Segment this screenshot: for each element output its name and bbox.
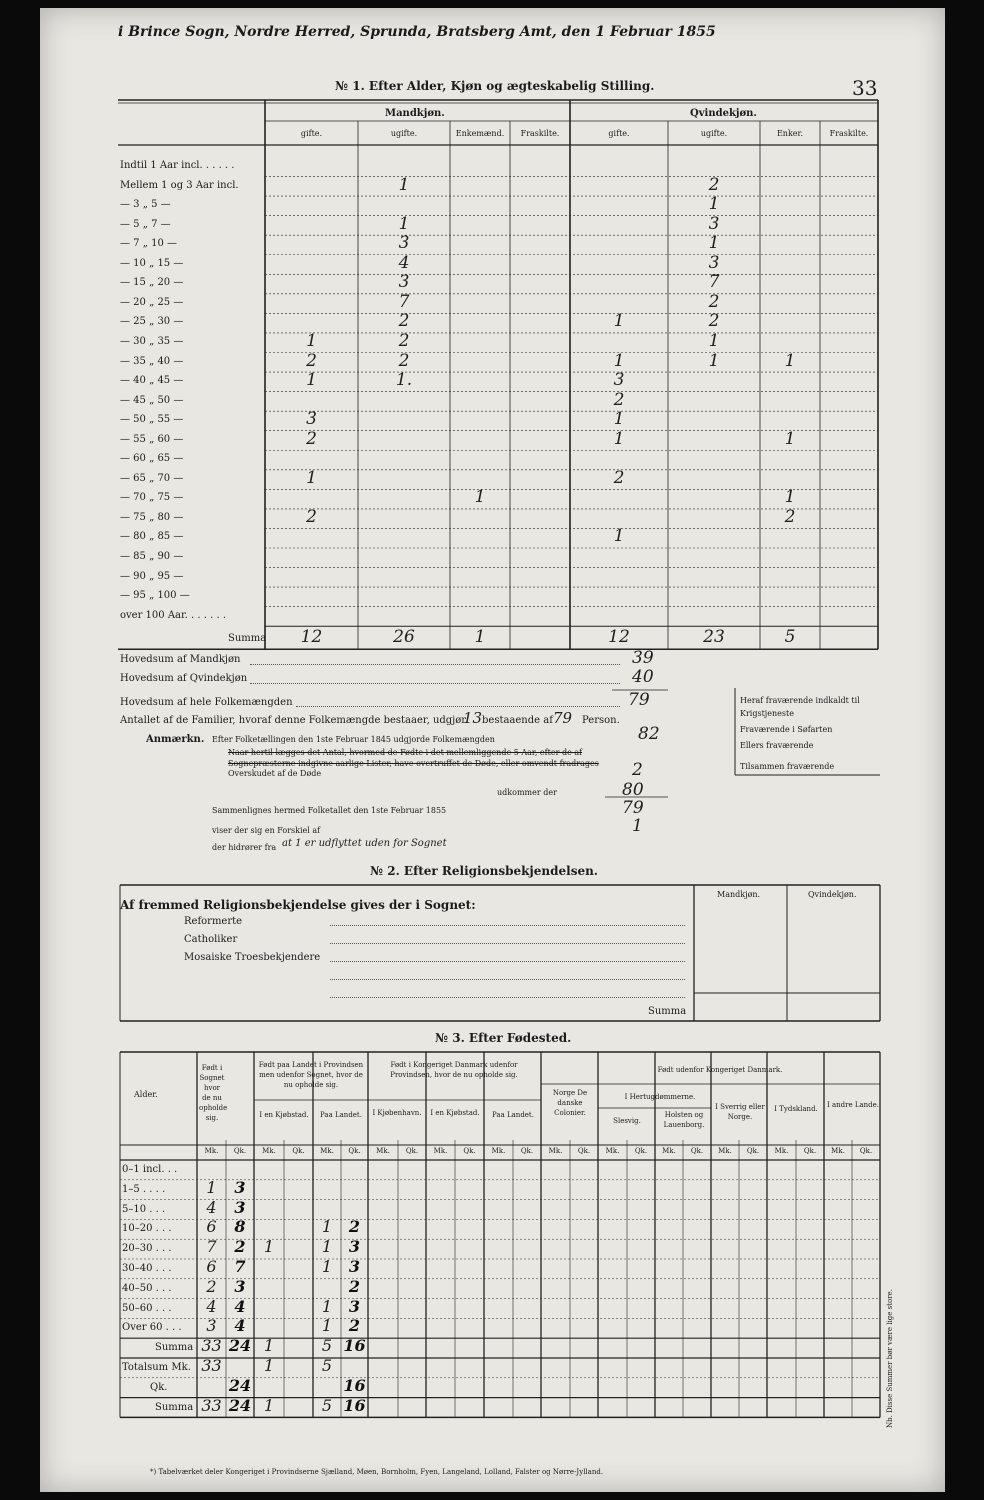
table1-col-header: Fraskilte. xyxy=(520,129,560,138)
age-row-label: — 7 „ 10 — xyxy=(120,238,177,250)
table1-entry: 2 xyxy=(398,350,410,371)
remark-line1: Efter Folketællingen den 1ste Februar 1845 udgjorde Folkemængden xyxy=(212,735,495,744)
age-row-label: — 40 „ 45 — xyxy=(120,375,184,387)
absent-other: Ellers fraværende xyxy=(740,741,814,750)
table3-sub-holsten: Holsten og Lauenborg. xyxy=(663,1111,705,1129)
remark-line6: Sammenlignes hermed Folketallet den 1ste Februar 1855 xyxy=(212,806,447,815)
male-total-value: 39 xyxy=(632,648,654,668)
table1-col-header: ugifte. xyxy=(700,129,728,138)
table1-entry: 2 xyxy=(708,291,720,312)
table3-row-label: 0–1 incl. . . xyxy=(122,1164,178,1175)
table3-entry: 7 xyxy=(234,1257,246,1276)
table1-entry: 1 xyxy=(306,330,317,351)
table3-head-sognet: Født i Sognet hvor de nu opholde sig. xyxy=(199,1064,228,1122)
religion-col-female: Qvindekjøn. xyxy=(808,890,857,899)
table3-row-label: 50–60 . . . xyxy=(122,1302,172,1314)
age-row-label: — 85 „ 90 — xyxy=(120,551,184,562)
table3-entry: 33 xyxy=(201,1336,222,1356)
table3-sub-kolonier: Norge De danske Colonier. xyxy=(552,1089,588,1117)
table1-entry: 3 xyxy=(613,370,625,391)
table1-entry: 2 xyxy=(613,467,625,488)
table3-mk-qk-label: Qk. xyxy=(803,1147,817,1155)
table1-summa-value: 12 xyxy=(608,627,630,648)
table3-entry: 3 xyxy=(206,1316,217,1336)
table1-entry: 1 xyxy=(784,428,796,449)
table1-col-header: gifte. xyxy=(608,129,630,138)
table3-mk-qk-label: Qk. xyxy=(348,1147,361,1155)
table3-entry: 16 xyxy=(343,1395,366,1415)
table1-entry: 2 xyxy=(708,174,720,195)
age-row-label: — 15 „ 20 — xyxy=(120,277,184,289)
table3-mk-qk-label: Mk. xyxy=(204,1147,219,1155)
table3-entry: 3 xyxy=(234,1177,246,1197)
table3-entry: 8 xyxy=(234,1217,246,1237)
table3-entry: 1 xyxy=(263,1336,275,1356)
table1-col-header: Enkemænd. xyxy=(455,129,505,138)
table1-summa-value: 1 xyxy=(474,627,486,648)
table1-entry: 4 xyxy=(398,252,410,273)
table3-sub-tydskland: I Tydskland. xyxy=(774,1105,818,1113)
female-total-label: Hovedsum af Qvindekjøn xyxy=(120,673,248,684)
table3-entry: 1 xyxy=(321,1237,333,1257)
table3-mk-qk-label: Mk. xyxy=(605,1147,620,1155)
table3-head-danmark: Født i Kongeriget Danmark udenfor Provindsen, hvor de nu opholde sig. xyxy=(390,1061,518,1079)
table3-sub-kjobstad: I en Kjøbstad. xyxy=(259,1111,309,1119)
age-row-label: Indtil 1 Aar incl. . . . . . xyxy=(120,160,235,171)
age-row-label: — 45 „ 50 — xyxy=(120,394,184,406)
table3-entry: 24 xyxy=(228,1336,252,1356)
religion-dotted-line xyxy=(330,925,685,926)
table1-col-header: Enker. xyxy=(776,129,804,138)
footnote: *) Tabelværket deler Kongeriget i Provindserne Sjælland, Møen, Bornholm, Fyen, Langeland, Lolland, Falster og Nørre-Jylland. xyxy=(150,1468,604,1476)
male-group-header: Mandkjøn. xyxy=(385,108,445,119)
table1-entry: 3 xyxy=(306,409,317,430)
table3-mk-qk-label: Mk. xyxy=(831,1147,845,1155)
table3-row-label: 30–40 . . . xyxy=(122,1263,172,1274)
table3-entry: 2 xyxy=(234,1237,246,1257)
remark-value5: 80 xyxy=(622,780,644,800)
remark-line5: udkommer der xyxy=(497,788,557,797)
age-row-label: — 80 „ 85 — xyxy=(120,531,184,543)
dotted-leader xyxy=(250,664,620,665)
table3-sub-landet: Paa Landet. xyxy=(320,1111,362,1119)
table3-row-label: Summa xyxy=(155,1401,194,1413)
table3-entry: 7 xyxy=(206,1237,217,1257)
table3-entry: 16 xyxy=(343,1375,366,1395)
religion-mosaic: Mosaiske Troesbekjendere xyxy=(184,952,321,963)
table3-row-label: 10–20 . . . xyxy=(122,1223,172,1235)
table3-mk-qk-label: Mk. xyxy=(718,1147,732,1155)
table3-mk-qk-label: Qk. xyxy=(233,1147,247,1155)
table3-row-label: Over 60 . . . xyxy=(122,1322,182,1334)
table1-entry: 1 xyxy=(306,467,317,488)
remark-line3: Sognepræsterne indgivne aarlige Lister, have overtruffet de Døde, eller omvendt fradrages xyxy=(228,759,599,768)
table1-entry: 1 xyxy=(613,409,625,430)
table3-mk-qk-label: Mk. xyxy=(548,1147,563,1155)
table1-summa-value: 5 xyxy=(784,627,796,648)
table3-entry: 4 xyxy=(234,1296,246,1316)
table1-col-header: Fraskilte. xyxy=(829,129,869,138)
table3-mk-qk-label: Mk. xyxy=(262,1147,276,1155)
table1-entry: 3 xyxy=(708,252,720,273)
table1-entry: 2 xyxy=(306,350,317,371)
table3-entry: 4 xyxy=(234,1316,246,1336)
religion-lead: Af fremmed Religionsbekjendelse gives der i Sognet: xyxy=(120,898,476,912)
religion-catholic: Catholiker xyxy=(184,934,238,945)
table3-entry: 6 xyxy=(206,1217,217,1237)
table3-entry: 3 xyxy=(234,1197,246,1217)
age-row-label: — 50 „ 55 — xyxy=(120,414,184,426)
table1-entry: 2 xyxy=(784,506,796,527)
female-total-value: 40 xyxy=(632,667,654,687)
table3-mk-qk-label: Qk. xyxy=(292,1147,305,1155)
age-row-label: — 5 „ 7 — xyxy=(120,218,171,230)
table1-summa-label: Summa xyxy=(228,633,267,645)
table3-row-label: Totalsum Mk. xyxy=(122,1362,191,1373)
female-group-header: Qvindekjøn. xyxy=(690,108,757,119)
age-row-label: — 3 „ 5 — xyxy=(120,199,171,211)
table3-mk-qk-label: Mk. xyxy=(320,1147,334,1155)
table3-entry: 1 xyxy=(321,1217,333,1237)
table1-entry: 3 xyxy=(708,213,720,234)
table1-entry: 2 xyxy=(613,389,625,410)
table3-entry: 1 xyxy=(206,1177,217,1197)
table3-entry: 4 xyxy=(206,1197,217,1217)
families-label: Antallet af de Familier, hvoraf denne Folkemængde bestaaer, udgjør xyxy=(120,715,467,726)
table1-entry: 1 xyxy=(613,350,625,371)
table1-entry: 3 xyxy=(398,272,410,293)
religion-reformed: Reformerte xyxy=(184,916,243,927)
table3-mk-qk-label: Mk. xyxy=(662,1147,676,1155)
age-row-label: — 25 „ 30 — xyxy=(120,316,184,328)
table1-entry: 1 xyxy=(613,526,625,547)
table3-mk-qk-label: Qk. xyxy=(405,1147,419,1155)
age-row-label: — 65 „ 70 — xyxy=(120,472,184,484)
table3-entry: 1 xyxy=(263,1356,275,1375)
table1-entry: 2 xyxy=(398,330,410,351)
absent-sea: Fraværende i Søfarten xyxy=(740,725,833,734)
age-row-label: — 20 „ 25 — xyxy=(120,296,184,308)
families-unit: Person. xyxy=(582,715,620,726)
table3-entry: 16 xyxy=(343,1336,366,1356)
page-number: 33 xyxy=(852,76,878,100)
table3-sub-slesvig: Slesvig. xyxy=(613,1117,641,1125)
table3-mk-qk-label: Qk. xyxy=(746,1147,760,1155)
table3-row-label: Qk. xyxy=(150,1381,168,1393)
table1-entry: 7 xyxy=(708,272,720,293)
table3-row-label: 20–30 . . . xyxy=(122,1243,172,1255)
grand-total-value: 79 xyxy=(628,690,650,710)
table3-entry: 4 xyxy=(206,1296,217,1316)
table3-entry: 2 xyxy=(348,1276,361,1296)
remark-line4: Overskudet af de Døde xyxy=(228,769,322,778)
religion-dotted-line xyxy=(330,997,685,998)
table3-entry: 2 xyxy=(348,1316,361,1336)
remark-line8: der hidrører fra xyxy=(212,843,277,852)
table3-sub-sverrig: I Sverrig eller Norge. xyxy=(715,1103,765,1121)
table1-entry: 1 xyxy=(613,428,625,449)
male-total-label: Hovedsum af Mandkjøn xyxy=(120,654,241,665)
table1-entry: 2 xyxy=(306,506,317,527)
table1-entry: 1 xyxy=(474,487,486,508)
table3-mk-qk-label: Qk. xyxy=(577,1147,591,1155)
table3-entry: 1 xyxy=(321,1316,333,1336)
table3-row-label: Summa xyxy=(155,1342,194,1354)
remark-value7: 1 xyxy=(632,816,643,836)
table3-entry: 24 xyxy=(228,1395,252,1415)
age-row-label: — 70 „ 75 — xyxy=(120,492,184,504)
age-row-label: — 30 „ 35 — xyxy=(120,335,184,347)
table3-entry: 2 xyxy=(348,1217,361,1237)
table3-entry: 24 xyxy=(228,1375,252,1395)
table1-entry: 2 xyxy=(306,428,317,449)
religion-summa: Summa xyxy=(648,1006,687,1017)
remark-value8: at 1 er udflyttet uden for Sognet xyxy=(282,838,447,849)
table1-entry: 1. xyxy=(395,370,413,391)
table3-row-label: 5–10 . . . xyxy=(122,1203,166,1215)
dotted-leader xyxy=(250,683,620,684)
table3-mk-qk-label: Qk. xyxy=(634,1147,648,1155)
table3-sub-kjobstad2: I en Kjøbstad. xyxy=(430,1109,480,1117)
table3-mk-qk-label: Qk. xyxy=(690,1147,704,1155)
table3-head-uden-dk: Født udenfor Kongeriget Danmark. xyxy=(657,1066,783,1074)
religion-col-male: Mandkjøn. xyxy=(717,890,761,899)
table3-entry: 5 xyxy=(321,1356,333,1375)
table3-entry: 1 xyxy=(263,1395,275,1415)
remark-value4: 2 xyxy=(632,760,643,780)
table1-entry: 1 xyxy=(398,213,410,234)
table3-mk-qk-label: Qk. xyxy=(463,1147,476,1155)
age-row-label: Mellem 1 og 3 Aar incl. xyxy=(120,179,239,191)
table3-alder-header: Alder. xyxy=(134,1090,158,1099)
table1-col-header: gifte. xyxy=(300,129,323,138)
age-row-label: — 35 „ 40 — xyxy=(120,355,184,367)
table3-mk-qk-label: Mk. xyxy=(774,1147,789,1155)
remark-value1: 82 xyxy=(638,724,660,744)
families-value: 13 xyxy=(463,709,483,727)
age-row-label: — 60 „ 65 — xyxy=(120,453,184,465)
remark-line2: Naar hertil lægges det Antal, hvormed de Fødte i det mellemliggende 5 Aar, efter de af xyxy=(228,748,583,757)
table1-summa-value: 26 xyxy=(393,627,415,648)
table1-entry: 1 xyxy=(708,350,720,371)
table1-summa-value: 23 xyxy=(703,627,725,648)
age-row-label: over 100 Aar. . . . . . . xyxy=(120,609,227,621)
table3-sub-andre: I andre Lande. xyxy=(826,1101,880,1109)
absent-total: Tilsammen fraværende xyxy=(740,762,835,771)
remark-value6: 79 xyxy=(622,798,644,818)
absent-military: Heraf fraværende indkaldt til Krigstjeneste xyxy=(740,696,860,718)
table3-entry: 3 xyxy=(234,1276,246,1296)
table3-sub-kjobenhavn: I Kjøbenhavn. xyxy=(372,1109,422,1117)
table1-entry: 3 xyxy=(398,233,410,254)
table3-title: № 3. Efter Fødested. xyxy=(435,1031,572,1045)
age-row-label: — 55 „ 60 — xyxy=(120,433,184,445)
families-mid: bestaaende af xyxy=(482,715,553,726)
table1-summa-value: 12 xyxy=(300,627,323,648)
table3-entry: 2 xyxy=(206,1276,217,1296)
table1-entry: 1 xyxy=(784,487,796,508)
table3-mk-qk-label: Qk. xyxy=(520,1147,534,1155)
table3-hertugdommerne: I Hertugdømmerne. xyxy=(624,1093,696,1101)
religion-dotted-line xyxy=(330,979,685,980)
table3-row-label: 1–5 . . . . xyxy=(122,1183,166,1195)
table1-entry: 2 xyxy=(398,311,410,332)
table3-entry: 1 xyxy=(321,1296,333,1316)
table1-entry: 2 xyxy=(708,311,720,332)
table1-entry: 7 xyxy=(398,291,410,312)
age-row-label: — 75 „ 80 — xyxy=(120,511,184,523)
table1-title: № 1. Efter Alder, Kjøn og ægteskabelig Stilling. xyxy=(335,79,655,93)
table3-entry: 6 xyxy=(206,1257,217,1276)
table3-mk-qk-label: Mk. xyxy=(376,1147,390,1155)
table1-entry: 1 xyxy=(398,174,410,195)
table3-head-udenfor: Født paa Landet i Provindsen men udenfor Sognet, hvor de nu opholde sig. xyxy=(258,1061,364,1089)
dotted-leader xyxy=(296,706,620,707)
table3-entry: 5 xyxy=(321,1336,333,1356)
religion-dotted-line xyxy=(330,943,685,944)
table3-entry: 33 xyxy=(201,1395,222,1415)
table3-entry: 3 xyxy=(348,1296,361,1316)
table1-entry: 1 xyxy=(784,350,796,371)
table2-title: № 2. Efter Religionsbekjendelsen. xyxy=(370,864,598,878)
table1-entry: 1 xyxy=(708,330,720,351)
table3-sub-landet2: Paa Landet. xyxy=(492,1111,534,1119)
table3-row-label: 40–50 . . . xyxy=(122,1282,172,1294)
table1-entry: 1 xyxy=(708,194,720,215)
remarks-label: Anmærkn. xyxy=(146,734,205,745)
table3-mk-qk-label: Mk. xyxy=(491,1147,506,1155)
table3-entry: 3 xyxy=(348,1257,361,1276)
table1-entry: 1 xyxy=(708,233,720,254)
table3-entry: 33 xyxy=(201,1356,222,1375)
age-row-label: — 10 „ 15 — xyxy=(120,257,184,269)
table3-entry: 5 xyxy=(321,1395,333,1415)
table1-col-header: ugifte. xyxy=(390,129,418,138)
table3-entry: 1 xyxy=(321,1257,333,1276)
table1-entry: 1 xyxy=(613,311,625,332)
table3-entry: 1 xyxy=(263,1237,275,1257)
remark-line7: viser der sig en Forskiel af xyxy=(212,826,321,835)
age-row-label: — 90 „ 95 — xyxy=(120,570,184,582)
page-header-line: i Brince Sogn, Nordre Herred, Sprunda, Bratsberg Amt, den 1 Februar 1855 xyxy=(118,24,716,40)
table3-mk-qk-label: Qk. xyxy=(859,1147,873,1155)
families-persons: 79 xyxy=(553,709,573,727)
grand-total-label: Hovedsum af hele Folkemængden xyxy=(120,697,293,708)
age-row-label: — 95 „ 100 — xyxy=(120,590,190,602)
religion-dotted-line xyxy=(330,961,685,962)
table1-entry: 1 xyxy=(306,370,317,391)
table3-entry: 3 xyxy=(348,1237,361,1257)
table3-mk-qk-label: Mk. xyxy=(433,1147,448,1155)
side-note: Nb. Disse Summer bør være lige store. xyxy=(886,1289,894,1428)
